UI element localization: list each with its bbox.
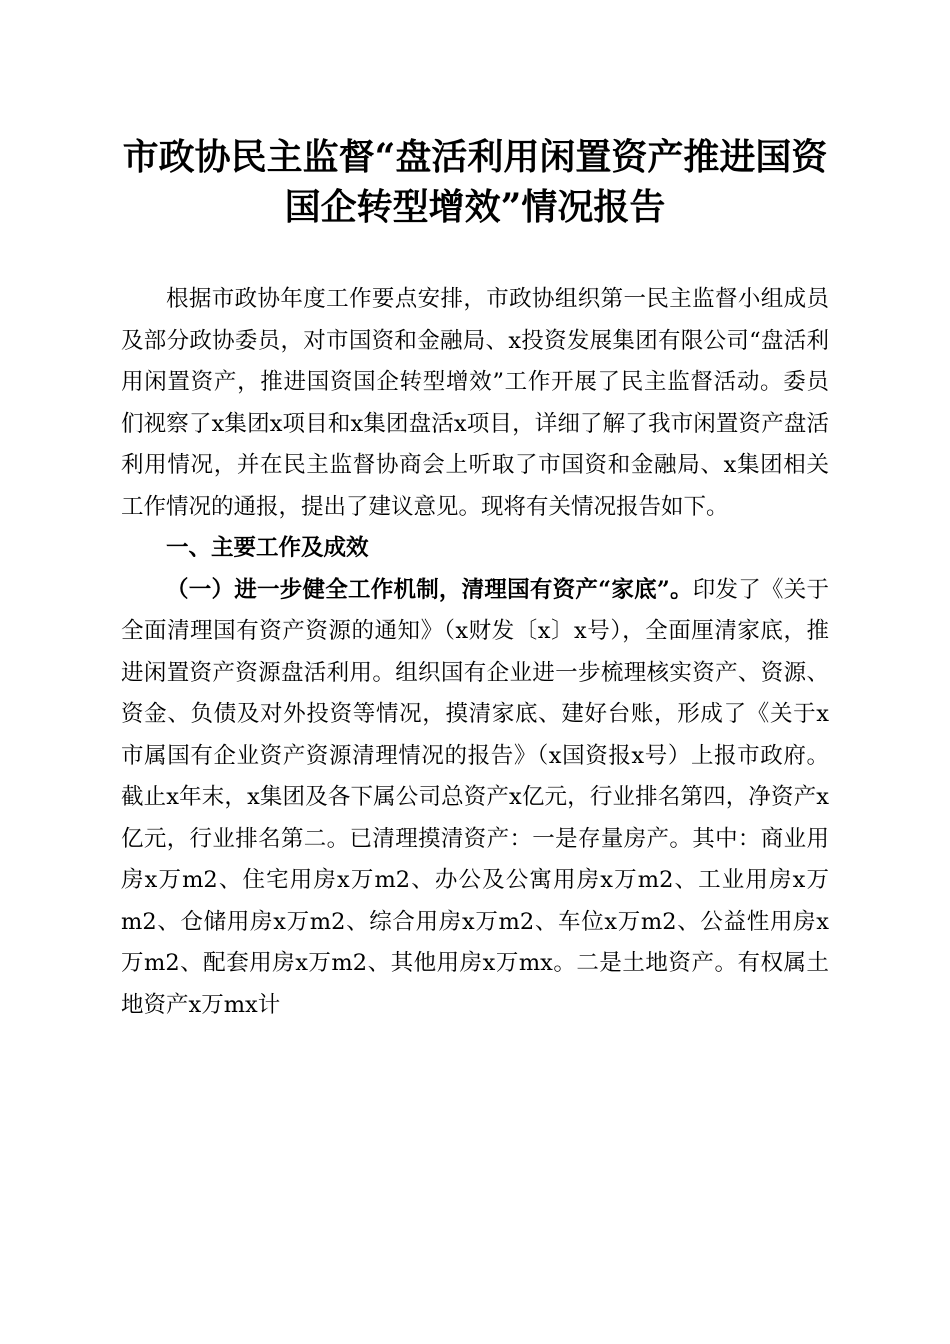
document-title: [100, 132, 850, 232]
subsection-lead: （一）进一步健全工作机制，清理国有资产“家底”。: [166, 576, 693, 603]
intro-paragraph: 根据市政协年度工作要点安排，市政协组织第一民主监督小组成员及部分政协委员，对市国资和金融局、x投资发展集团有限公司“盘活利用闲置资产，推进国资国企转型增效”工作开展了民主监督活动。委员们视察了x集团x项目和x集团盘活x项目，详细了解了我市闲置资产盘活利用情况，并在民主监督协商会上听取了市国资和金融局、x集团相关工作情况的通报，提出了建议意见。现将有关情况报告如下。: [121, 286, 829, 520]
title-line-1: 市政协民主监督“盘活利用闲置资产推进国资: [122, 136, 828, 178]
subsection-paragraph: [121, 570, 829, 1027]
section-heading: 一、主要工作及成效: [166, 535, 369, 561]
document-body: [121, 279, 829, 1026]
title-line-2: 国企转型增效”情况报告: [284, 186, 666, 228]
subsection-text: 印发了《关于全面清理国有资产资源的通知》（x财发〔x〕x号），全面厘清家底，推进闲置资产资源盘活利用。组织国有企业进一步梳理核实资产、资源、资金、负债及对外投资等情况，摸清家底、建好台账，形成了《关于x市属国有企业资产资源清理情况的报告》（x国资报x号）上报市政府。截止x年末，x集团及各下属公司总资产x亿元，行业排名第四，净资产x亿元，行业排名第二。已清理摸清资产：一是存量房产。其中：商业用房x万m2、住宅用房x万m2、办公及公寓用房x万m2、工业用房x万m2、仓储用房x万m2、综合用房x万m2、车位x万m2、公益性用房x万m2、配套用房x万m2、其他用房x万mx。二是土地资产。有权属土地资产x万mx计: [121, 576, 829, 1018]
